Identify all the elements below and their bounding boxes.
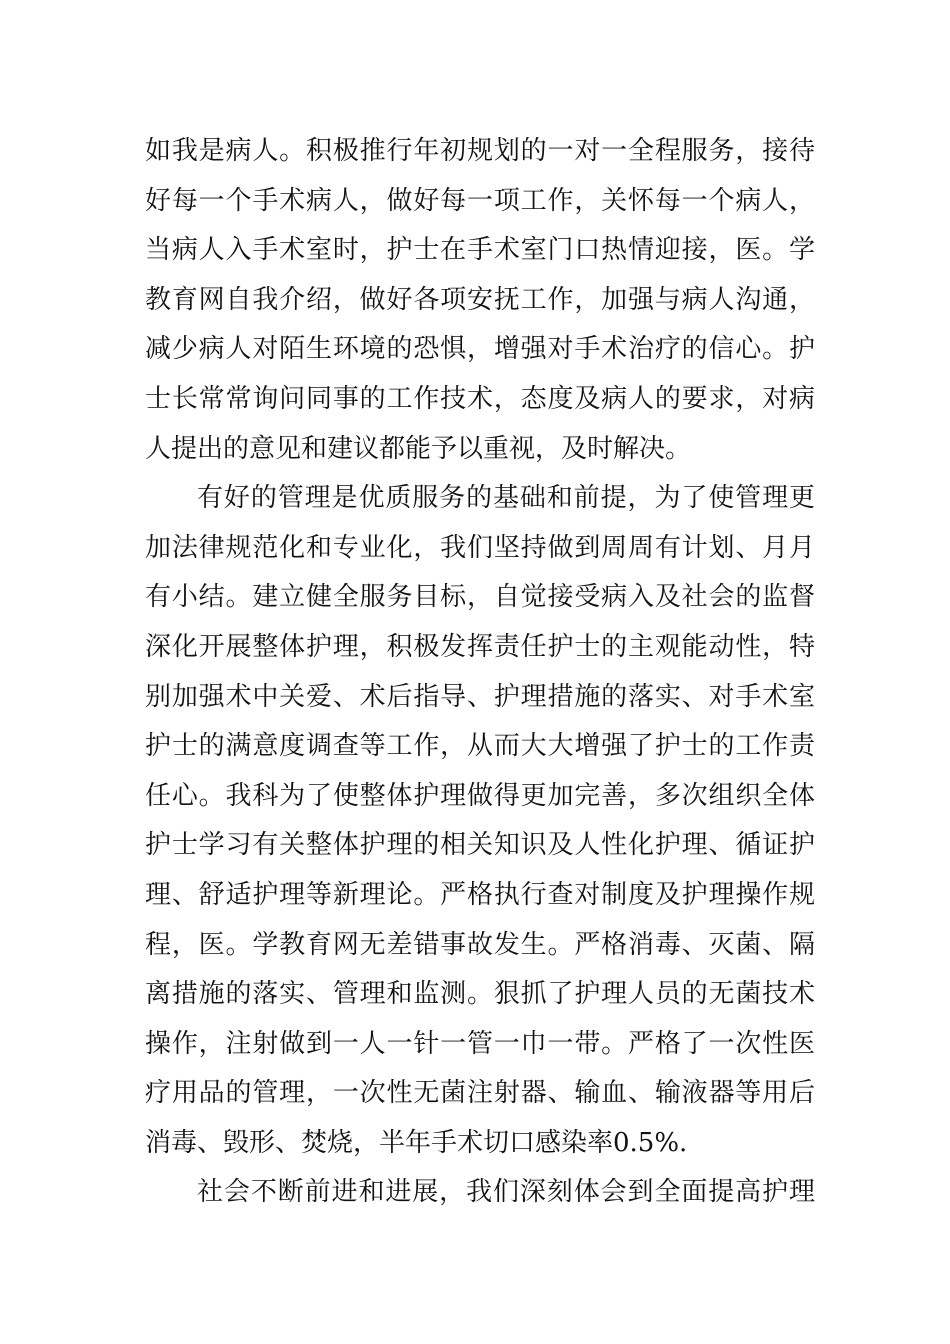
text-line: 士长常常询问同事的工作技术，态度及病人的要求，对病: [145, 383, 815, 414]
text-line: 操作，注射做到一人一针一管一巾一带。严格了一次性医: [145, 1028, 815, 1059]
text-line: 深化开展整体护理，积极发挥责任护士的主观能动性，特: [145, 631, 815, 662]
text-line: 人提出的意见和建议都能予以重视，及时解决。: [145, 433, 692, 464]
text-line: 减少病人对陌生环境的恐惧，增强对手术治疗的信心。护: [145, 334, 815, 365]
text-line: 加法律规范化和专业化，我们坚持做到周周有计划、月月: [145, 532, 815, 563]
text-line: 疗用品的管理，一次性无菌注射器、输血、输液器等用后: [145, 1078, 815, 1109]
text-line: 社会不断前进和进展，我们深刻体会到全面提高护理: [197, 1177, 815, 1208]
text-line: 离措施的落实、管理和监测。狠抓了护理人员的无菌技术: [145, 979, 815, 1010]
text-line: 消毒、毁形、焚烧，半年手术切口感染率0.5%.: [145, 1127, 688, 1158]
text-line: 护士学习有关整体护理的相关知识及人性化护理、循证护: [145, 830, 815, 861]
text-line: 程，医。学教育网无差错事故发生。严格消毒、灭菌、隔: [145, 929, 815, 960]
text-line: 别加强术中关爱、术后指导、护理措施的落实、对手术室: [145, 681, 815, 712]
text-line: 教育网自我介绍，做好各项安抚工作，加强与病人沟通，: [145, 284, 815, 315]
text-line: 护士的满意度调查等工作，从而大大增强了护士的工作责: [145, 731, 815, 762]
text-line: 如我是病人。积极推行年初规划的一对一全程服务，接待: [145, 136, 815, 166]
document-body: [145, 127, 815, 1218]
text-line: 有小结。建立健全服务目标，自觉接受病入及社会的监督: [145, 582, 815, 613]
text-line: 当病人入手术室时，护士在手术室门口热情迎接，医。学: [145, 235, 815, 266]
text-line: 任心。我科为了使整体护理做得更加完善，多次组织全体: [145, 780, 815, 811]
text-line: 好每一个手术病人，做好每一项工作，关怀每一个病人，: [145, 185, 815, 216]
text-line: 有好的管理是优质服务的基础和前提，为了使管理更: [197, 483, 815, 514]
text-line: 理、舒适护理等新理论。严格执行查对制度及护理操作规: [145, 879, 815, 910]
